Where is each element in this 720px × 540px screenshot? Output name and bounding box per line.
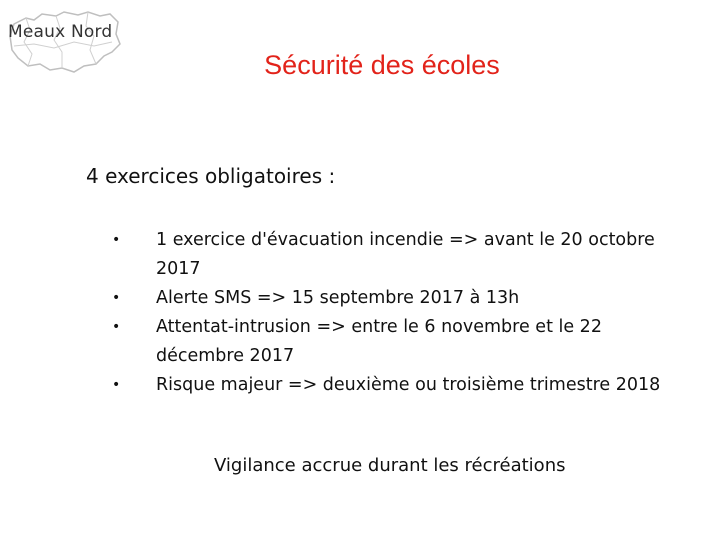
slide-title: Sécurité des écoles <box>264 50 500 80</box>
logo-text: Meaux Nord <box>8 22 113 42</box>
exercise-list <box>112 226 672 400</box>
list-item <box>112 226 672 284</box>
list-item-text: Attentat-intrusion => entre le 6 novembre et le 22 décembre 2017 <box>156 317 602 366</box>
footer-note: Vigilance accrue durant les récréations <box>214 455 566 476</box>
bullet-icon: • <box>112 377 121 393</box>
bullet-icon: • <box>112 232 121 248</box>
list-item-text: Risque majeur => deuxième ou troisième trimestre 2018 <box>156 375 661 395</box>
list-item <box>112 371 672 400</box>
list-item-text: Alerte SMS => 15 septembre 2017 à 13h <box>156 288 520 308</box>
list-item <box>112 313 672 371</box>
bullet-icon: • <box>112 319 121 335</box>
intro-text: 4 exercices obligatoires : <box>86 164 336 188</box>
bullet-icon: • <box>112 290 121 306</box>
list-item <box>112 284 672 313</box>
list-item-text: 1 exercice d'évacuation incendie => avant le 20 octobre 2017 <box>156 230 655 279</box>
